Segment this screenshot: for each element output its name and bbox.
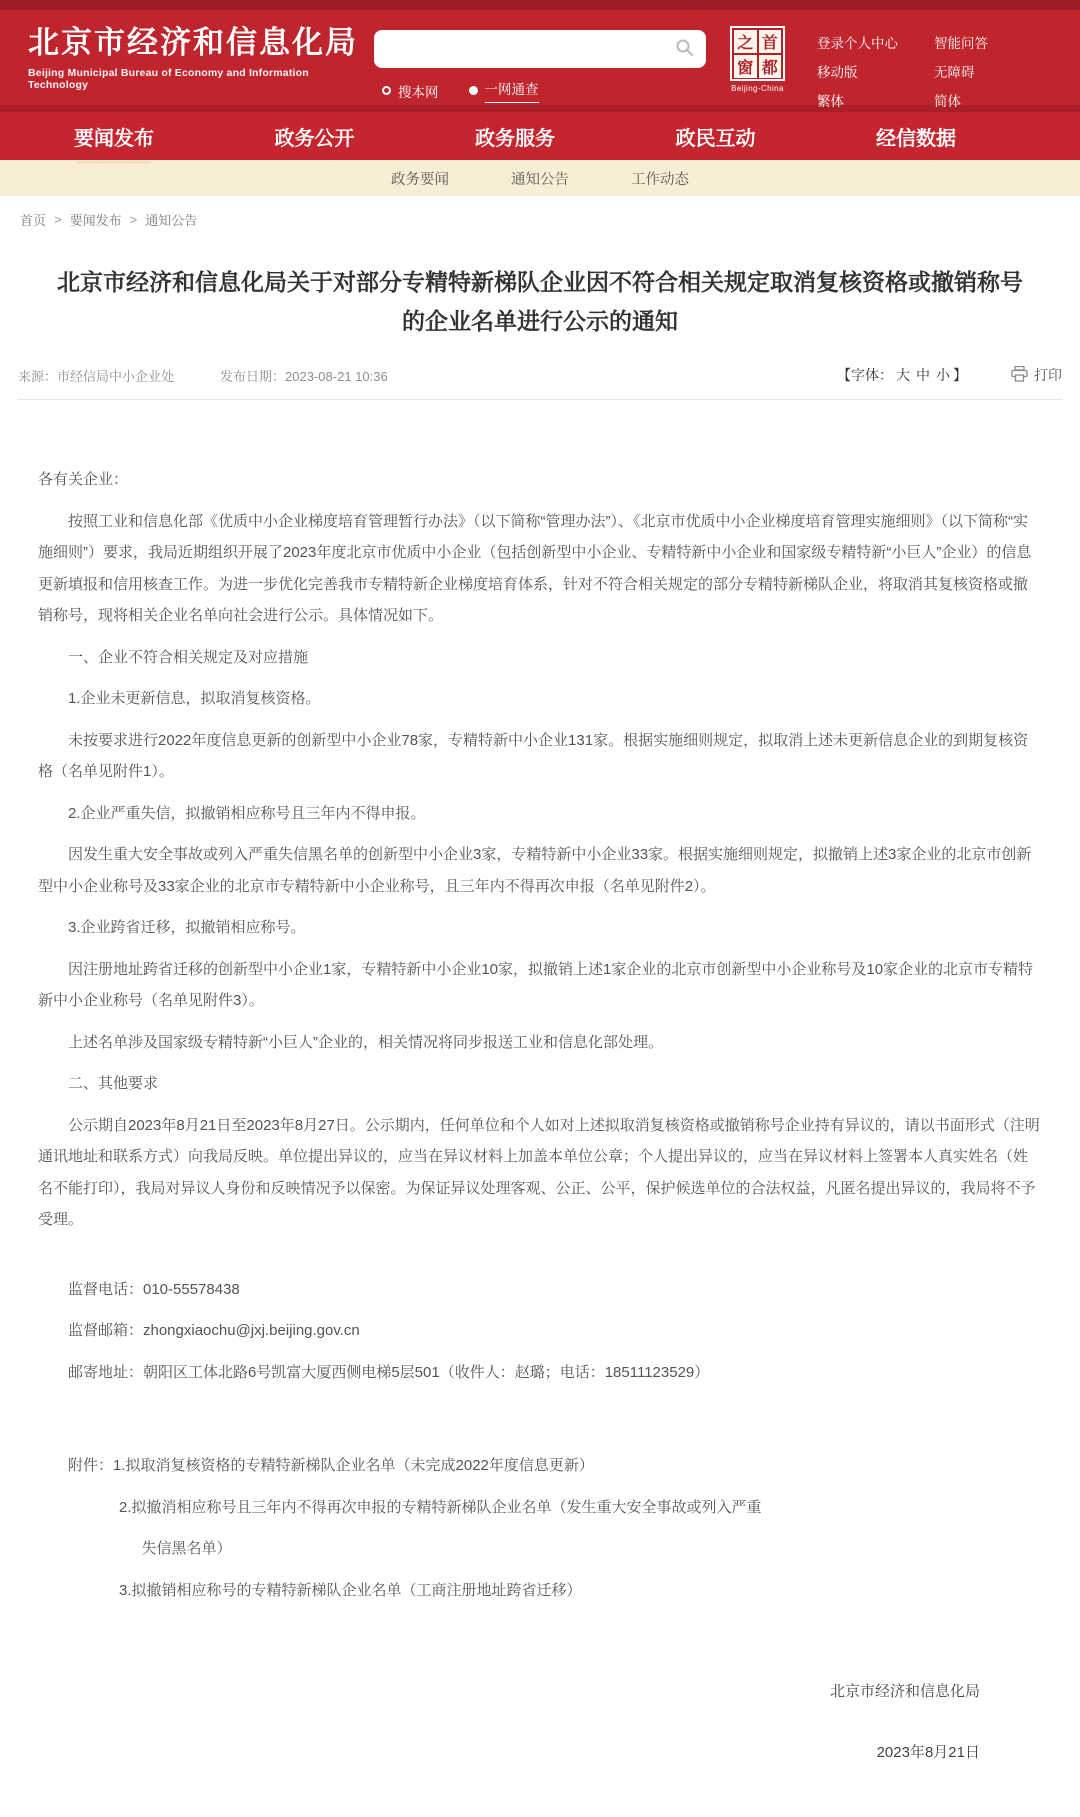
nav-item-public-interaction[interactable]: 政民互动 xyxy=(675,127,756,150)
body-paragraph: 按照工业和信息化部《优质中小企业梯度培育管理暂行办法》（以下简称“管理办法”）、《北京市优质中小企业梯度培育管理实施细则》（以下简称“实施细则”）要求，我局近期组织开展了2023年度北京市优质中小企业（包括创新型中小企业、专精特新中小企业和国家级专精特新“小巨人”企业）的信息更新填报和信用核查工作。为进一步优化完善我市专精特新企业梯度培育体系，针对不符合相关规定的部分专精特新梯队企业，将取消其复核资格或撤销称号，现将相关企业名单向社会进行公示。具体情况如下。 xyxy=(38,512,1032,625)
breadcrumb-home[interactable]: 首页 xyxy=(20,213,47,228)
date-label: 发布日期： xyxy=(220,368,286,384)
article-meta-left xyxy=(18,366,388,385)
print-label: 打印 xyxy=(1034,367,1062,384)
quick-links xyxy=(817,32,988,110)
font-size-label-close: 】 xyxy=(953,367,967,384)
seal-char: 首 xyxy=(759,30,782,53)
breadcrumb-separator: > xyxy=(54,212,62,227)
source-label: 来源： xyxy=(18,368,58,384)
main-nav xyxy=(0,105,1080,160)
body-paragraph: 因发生重大安全事故或列入严重失信黑名单的创新型中小企业3家，专精特新中小企业33家。根据实施细则规定，拟撤销上述3家企业的北京市创新型中小企业称号及33家企业的北京市专精特新中小企业称号，且三年内不得再次申报（名单见附件2）。 xyxy=(38,846,1032,895)
article-source xyxy=(18,366,174,385)
signature-date: 2023年8月21日 xyxy=(876,1744,980,1762)
body-paragraph: 1.企业未更新信息，拟取消复核资格。 xyxy=(68,690,321,708)
search-scope-site[interactable] xyxy=(382,81,439,101)
search-scope-options xyxy=(374,78,706,103)
subnav-item-notices[interactable]: 通知公告 xyxy=(511,171,569,188)
subnav-item-work-updates[interactable]: 工作动态 xyxy=(631,171,689,188)
seal-char: 之 xyxy=(734,30,757,53)
site-title: 北京市经济和信息化局 xyxy=(28,25,358,60)
font-size-large-button[interactable]: 大 xyxy=(896,367,910,384)
subnav-item-gov-news[interactable]: 政务要闻 xyxy=(391,171,449,188)
body-paragraph: 公示期自2023年8月21日至2023年8月27日。公示期内，任何单位和个人如对上述拟取消复核资格或撤销称号企业持有异议的，请以书面形式（注明通讯地址和联系方式）向我局反映。单位提出异议的，应当在异议材料上加盖本单位公章；个人提出异议的，应当在异议材料上签署本人真实姓名（姓名不能打印），我局对异议人身份和反映情况予以保密。为保证异议处理客观、公正、公平，保护候选单位的合法权益，凡匿名提出异议的，我局将不予受理。 xyxy=(38,1116,1040,1229)
link-accessibility[interactable]: 无障碍 xyxy=(934,65,975,80)
article xyxy=(0,263,1080,1817)
capital-window-logo[interactable] xyxy=(730,26,785,93)
article-signature xyxy=(0,1680,1080,1762)
link-smart-qa[interactable]: 智能问答 xyxy=(934,36,988,51)
article-date xyxy=(220,366,388,385)
breadcrumb xyxy=(0,196,1080,237)
link-mobile-version[interactable]: 移动版 xyxy=(817,65,858,80)
search-scope-network[interactable] xyxy=(469,78,539,103)
attachment-item: 失信黑名单） xyxy=(141,1540,232,1558)
nav-item-gov-disclosure[interactable]: 政务公开 xyxy=(274,127,355,150)
breadcrumb-news-release[interactable]: 要闻发布 xyxy=(69,213,122,228)
font-size-small-button[interactable]: 小 xyxy=(936,367,950,384)
attachment-item: 3.拟撤销相应称号的专精特新梯队企业名单（工商注册地址跨省迁移） xyxy=(119,1581,582,1599)
print-button[interactable] xyxy=(1011,365,1062,385)
search-box xyxy=(374,30,706,68)
printer-icon xyxy=(1011,366,1028,385)
search-area xyxy=(374,30,706,103)
font-size-medium-button[interactable]: 中 xyxy=(916,367,930,384)
body-paragraph: 一、企业不符合相关规定及对应措施 xyxy=(68,648,309,666)
breadcrumb-notices[interactable]: 通知公告 xyxy=(145,213,198,228)
font-size-label: 【字体： xyxy=(837,367,893,384)
nav-item-news-release[interactable]: 要闻发布 xyxy=(70,112,158,161)
page-title: 北京市经济和信息化局关于对部分专精特新梯队企业因不符合相关规定取消复核资格或撤销称号的企业名单进行公示的通知 xyxy=(57,269,1023,335)
body-paragraph: 2.企业严重失信，拟撤销相应称号且三年内不得申报。 xyxy=(68,804,426,822)
body-paragraph: 二、其他要求 xyxy=(68,1075,159,1093)
site-logo[interactable] xyxy=(28,24,364,91)
supervision-phone: 监督电话：010-55578438 xyxy=(68,1280,240,1298)
seal-caption: Beijing-China xyxy=(731,84,784,93)
search-icon xyxy=(675,38,694,60)
body-paragraph: 3.企业跨省迁移，拟撤销相应称号。 xyxy=(68,919,306,937)
site-header xyxy=(0,10,1080,109)
nav-item-gov-services[interactable]: 政务服务 xyxy=(475,127,555,150)
site-title-en: Beijing Municipal Bureau of Economy and Information Technology xyxy=(28,67,309,92)
sub-nav xyxy=(0,160,1080,196)
article-meta-right xyxy=(837,365,1062,385)
link-traditional-chinese[interactable]: 繁体 xyxy=(817,94,844,109)
article-body xyxy=(0,400,1080,1606)
top-strip xyxy=(0,0,1080,10)
source-value: 市经信局中小企业处 xyxy=(57,368,175,384)
body-paragraph: 因注册地址跨省迁移的创新型中小企业1家，专精特新中小企业10家，拟撤销上述1家企业的北京市创新型中小企业称号及10家企业的北京市专精特新中小企业称号（名单见附件3）。 xyxy=(38,960,1034,1010)
radio-selected-icon xyxy=(469,86,478,95)
search-scope-site-label: 搜本网 xyxy=(398,84,439,100)
font-size-control xyxy=(837,365,967,385)
search-input[interactable] xyxy=(386,34,669,64)
breadcrumb-separator: > xyxy=(129,212,138,227)
mailing-address: 邮寄地址：朝阳区工体北路6号凯富大厦西侧电梯5层501（收件人：赵璐；电话：18511123529） xyxy=(68,1363,710,1381)
link-login-personal-center[interactable]: 登录个人中心 xyxy=(817,36,898,51)
seal-char: 都 xyxy=(759,55,782,78)
signature-org: 北京市经济和信息化局 xyxy=(829,1683,980,1701)
date-value: 2023-08-21 10:36 xyxy=(285,368,388,384)
nav-item-economic-data[interactable]: 经信数据 xyxy=(876,127,956,150)
search-scope-network-label: 一网通查 xyxy=(485,78,539,103)
body-paragraph: 上述名单涉及国家级专精特新“小巨人”企业的，相关情况将同步报送工业和信息化部处理。 xyxy=(68,1033,663,1051)
body-paragraph: 未按要求进行2022年度信息更新的创新型中小企业78家，专精特新中小企业131家。根据实施细则规定，拟取消上述未更新信息企业的到期复核资格（名单见附件1）。 xyxy=(38,731,1029,781)
capital-window-seal-icon xyxy=(730,26,785,81)
seal-char: 窗 xyxy=(734,55,757,78)
article-meta xyxy=(18,365,1062,400)
attachment-item: 附件：1.拟取消复核资格的专精特新梯队企业名单（未完成2022年度信息更新） xyxy=(68,1457,594,1475)
body-paragraph: 各有关企业： xyxy=(38,471,129,489)
link-simplified-chinese[interactable]: 简体 xyxy=(934,94,961,109)
search-button[interactable] xyxy=(669,38,706,60)
attachment-item: 2.拟撤消相应称号且三年内不得再次申报的专精特新梯队企业名单（发生重大安全事故或列入严重 xyxy=(119,1498,762,1516)
supervision-email: 监督邮箱：zhongxiaochu@jxj.beijing.gov.cn xyxy=(68,1322,360,1340)
radio-unselected-icon xyxy=(382,86,391,95)
